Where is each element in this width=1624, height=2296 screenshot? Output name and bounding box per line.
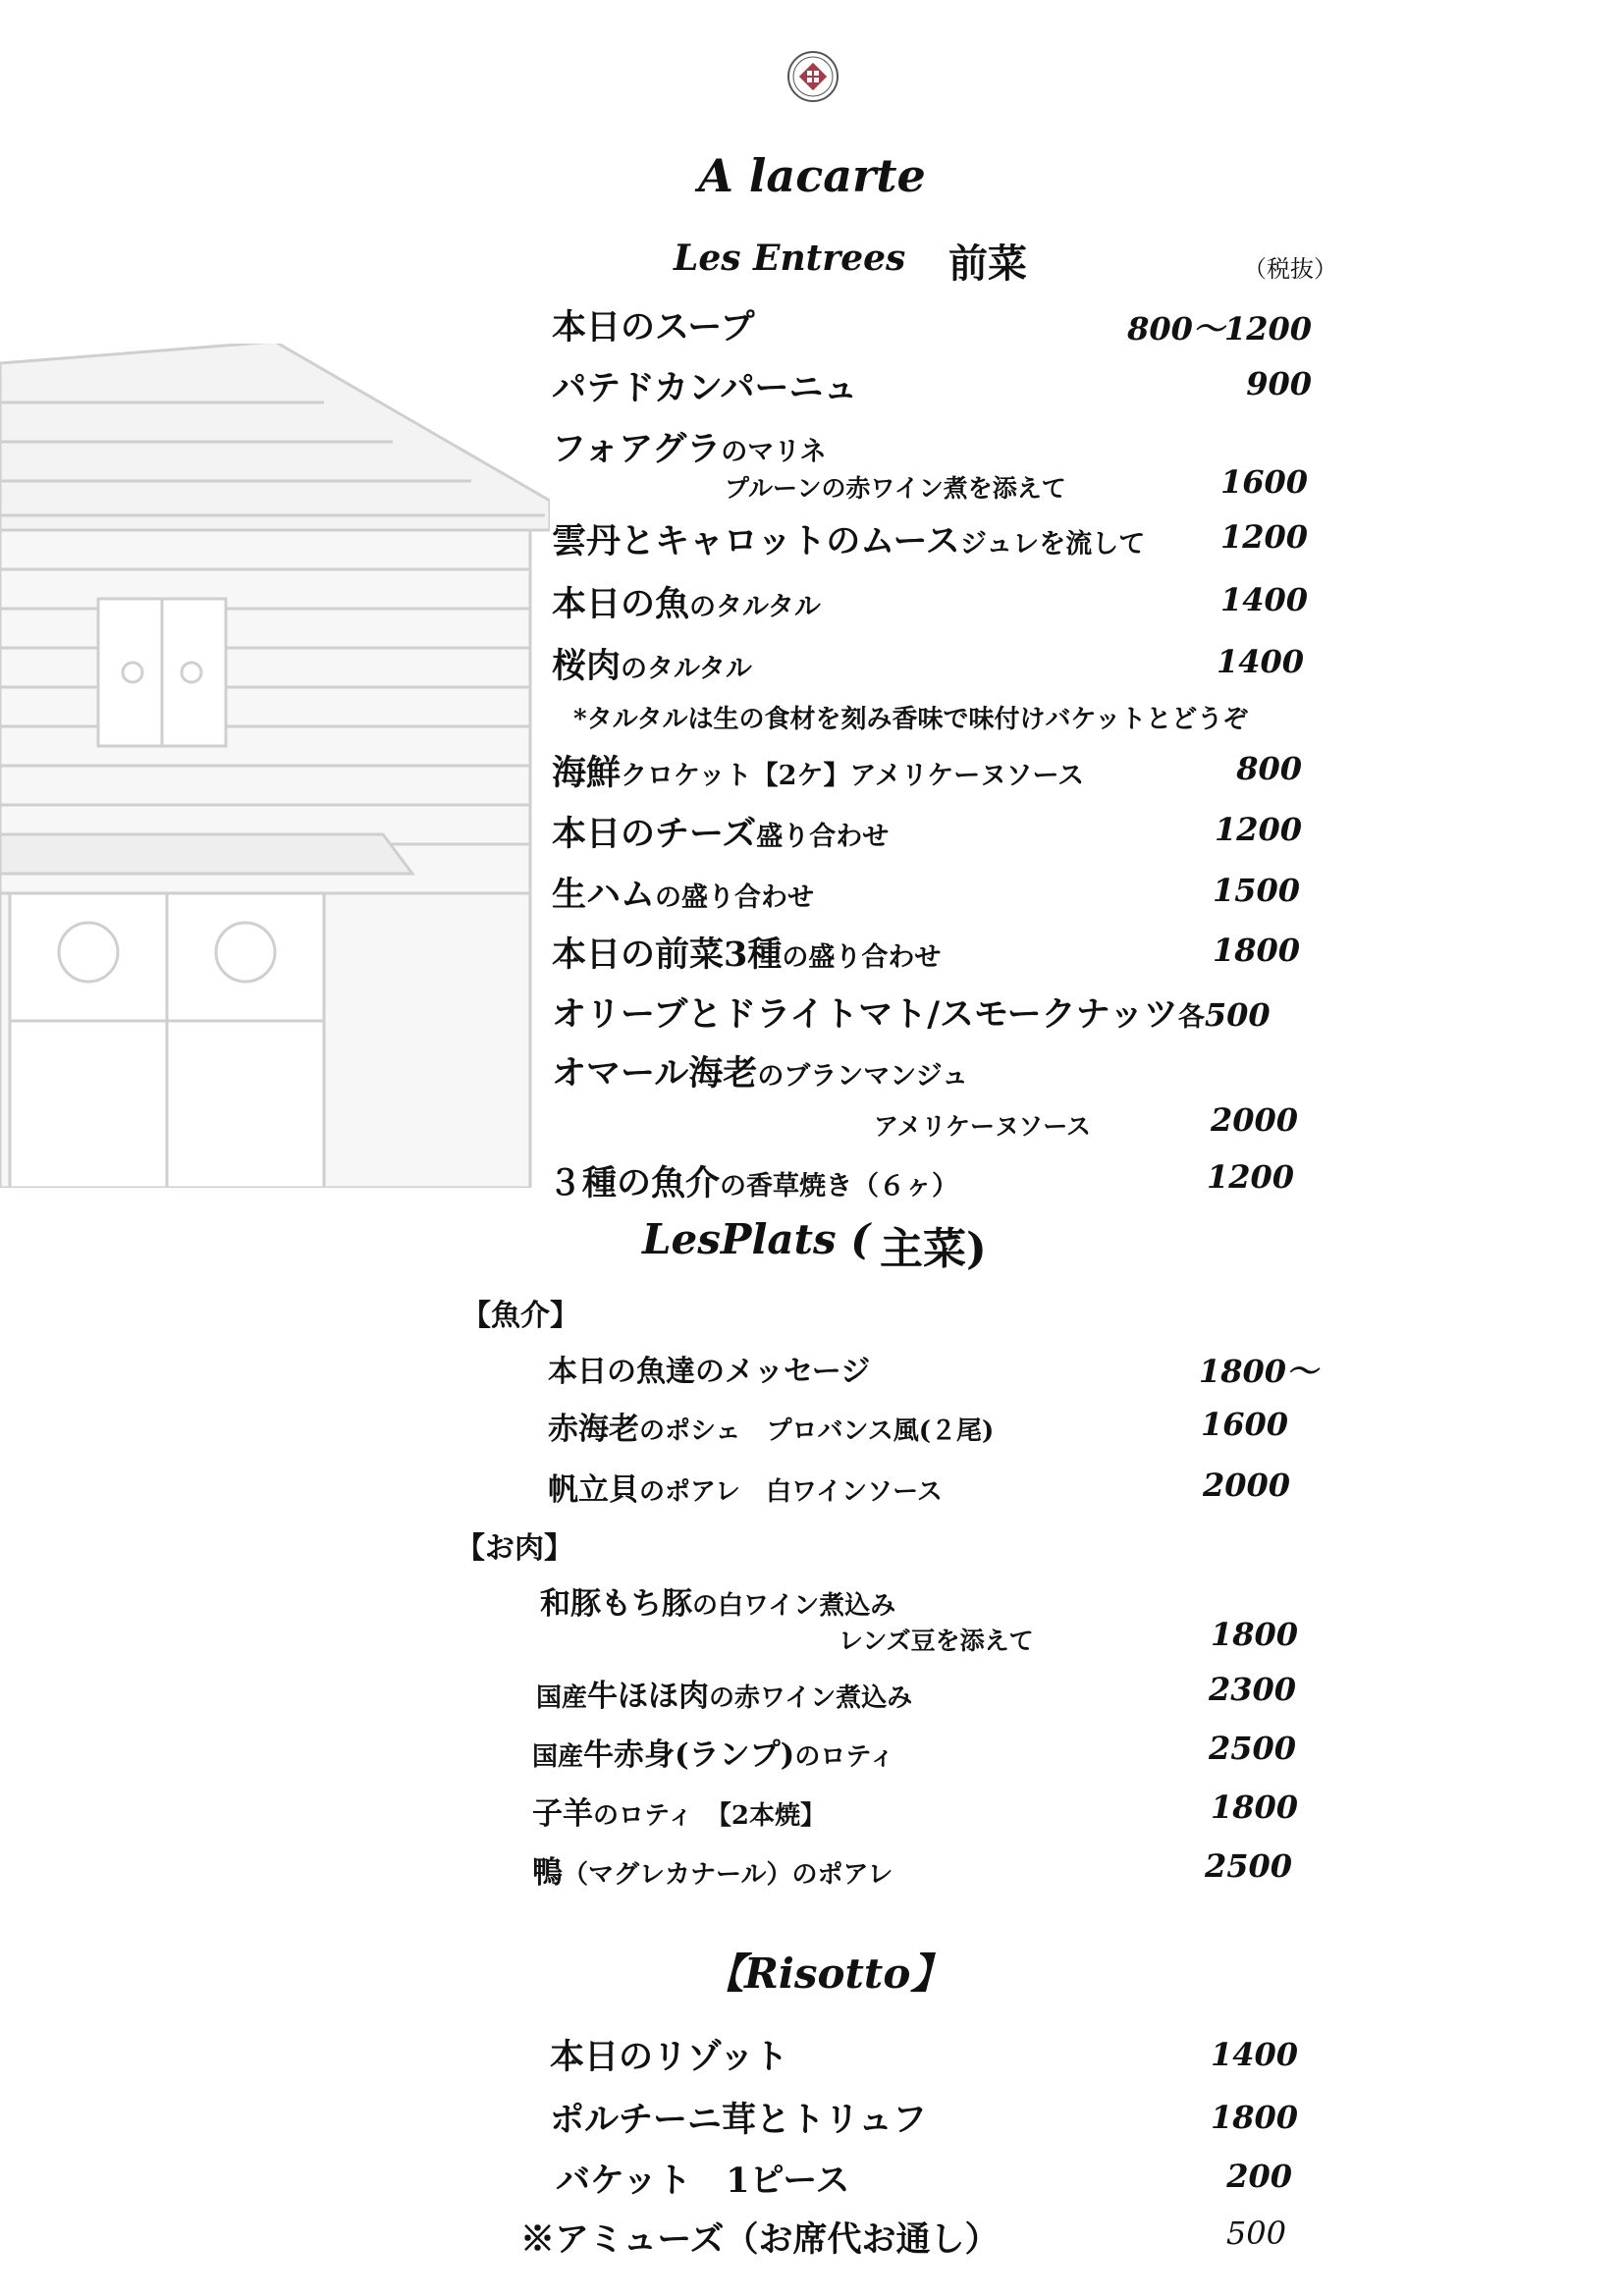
menu-item-name: 本日の魚達のメッセージ bbox=[548, 1355, 871, 1389]
menu-item-price: 800 bbox=[1236, 750, 1302, 787]
menu-item-price: 900 bbox=[1246, 365, 1312, 402]
risotto-heading: 【Risotto】 bbox=[703, 1949, 952, 1998]
menu-item-name: 帆立貝のポアレ 白ワインソース bbox=[548, 1472, 943, 1508]
menu-item-price: 1200 bbox=[1219, 518, 1308, 556]
tax-note: （税抜） bbox=[1243, 255, 1337, 283]
menu-item-name: 国産牛赤身(ランプ)のロティ bbox=[532, 1737, 895, 1773]
menu-item-name: ３種の魚介の香草焼き（６ヶ） bbox=[548, 1163, 959, 1203]
category-fish: 【魚介】 bbox=[461, 1299, 579, 1333]
menu-item-price: 2500 bbox=[1204, 1847, 1292, 1885]
entrees-heading-en: Les Entrees bbox=[674, 238, 906, 279]
menu-item-price: 200 bbox=[1226, 2158, 1292, 2195]
menu-item-price: 1800 bbox=[1212, 932, 1300, 969]
menu-item-name: オリーブとドライトマト/スモークナッツ各500 bbox=[552, 994, 1271, 1035]
menu-item-name: フォアグラのマリネ bbox=[552, 429, 827, 469]
menu-item-name: 生ハムの盛り合わせ bbox=[552, 875, 815, 915]
menu-item-name: 本日のチーズ盛り合わせ bbox=[552, 814, 890, 854]
menu-item-price: 1500 bbox=[1212, 872, 1300, 909]
amuse-note: ※アミューズ（お席代お通し） bbox=[520, 2219, 1000, 2260]
menu-item-name: 桜肉のタルタル bbox=[552, 646, 752, 686]
menu-item-price: 800〜1200 bbox=[1127, 310, 1312, 347]
menu-item-price: 2500 bbox=[1208, 1730, 1296, 1767]
menu-item-price: 500 bbox=[1225, 2215, 1286, 2252]
category-meat: 【お肉】 bbox=[456, 1531, 573, 1566]
menu-item-price: 2300 bbox=[1208, 1671, 1296, 1708]
menu-item-price: 1600 bbox=[1219, 463, 1308, 501]
menu-item-price: 1800 bbox=[1210, 2099, 1298, 2136]
menu-item-price: 1400 bbox=[1210, 2036, 1298, 2073]
menu-item-description: プルーンの赤ワイン煮を添えて bbox=[725, 474, 1066, 503]
menu-item-name: ポルチーニ茸とトリュフ bbox=[550, 2100, 927, 2140]
menu-item-name: 国産牛ほほ肉の赤ワイン煮込み bbox=[536, 1679, 913, 1714]
menu-item-description: アメリケーヌソース bbox=[874, 1112, 1092, 1141]
menu-item-price: 1800 bbox=[1210, 1789, 1298, 1826]
menu-item-name: 本日のスープ bbox=[552, 307, 755, 347]
menu-item-name: 鴨（マグレカナール）のポアレ bbox=[532, 1855, 893, 1891]
menu-item-name: 本日の魚のタルタル bbox=[552, 584, 821, 624]
house-illustration bbox=[0, 344, 550, 1188]
menu-item-name: 海鮮クロケット【2ケ】アメリケーヌソース bbox=[552, 753, 1085, 793]
menu-item-name: 雲丹とキャロットのムースジュレを流して bbox=[552, 521, 1146, 561]
menu-item-price: 1200 bbox=[1214, 811, 1302, 848]
menu-item-name: 本日の前菜3種の盛り合わせ bbox=[552, 934, 942, 975]
menu-item-price: 1400 bbox=[1219, 581, 1308, 618]
plats-heading-en: LesPlats ( bbox=[642, 1215, 871, 1263]
menu-item-name: 和豚もち豚の白ワイン煮込み bbox=[540, 1586, 896, 1622]
crest-emblem bbox=[785, 47, 840, 110]
menu-item-description: レンズ豆を添えて bbox=[839, 1627, 1034, 1655]
menu-item-price: 2000 bbox=[1210, 1101, 1298, 1139]
menu-item-price: 1600 bbox=[1200, 1406, 1288, 1443]
menu-item-name: オマール海老のブランマンジュ bbox=[552, 1053, 969, 1094]
page-title: A lacarte bbox=[698, 149, 926, 202]
menu-item-name: 本日のリゾット bbox=[550, 2037, 788, 2077]
menu-item-name: バケット 1ピース bbox=[556, 2161, 850, 2201]
menu-item-name: 子羊のロティ 【2本焼】 bbox=[532, 1796, 827, 1832]
menu-item-name: 赤海老のポシェ プロバンス風(２尾) bbox=[548, 1412, 995, 1447]
menu-item-price: 2000 bbox=[1202, 1467, 1290, 1504]
plats-heading-jp: 主菜) bbox=[880, 1224, 987, 1274]
tartare-note: *タルタルは生の食材を刻み香味で味付けバケットとどうぞ bbox=[573, 705, 1249, 734]
entrees-heading-jp: 前菜 bbox=[948, 240, 1027, 287]
menu-item-price: 1400 bbox=[1216, 643, 1304, 680]
menu-item-name: パテドカンパーニュ bbox=[552, 368, 858, 408]
menu-item-price: 1800〜 bbox=[1198, 1353, 1318, 1390]
menu-item-price: 1800 bbox=[1210, 1616, 1298, 1653]
menu-item-price: 1200 bbox=[1206, 1158, 1294, 1196]
